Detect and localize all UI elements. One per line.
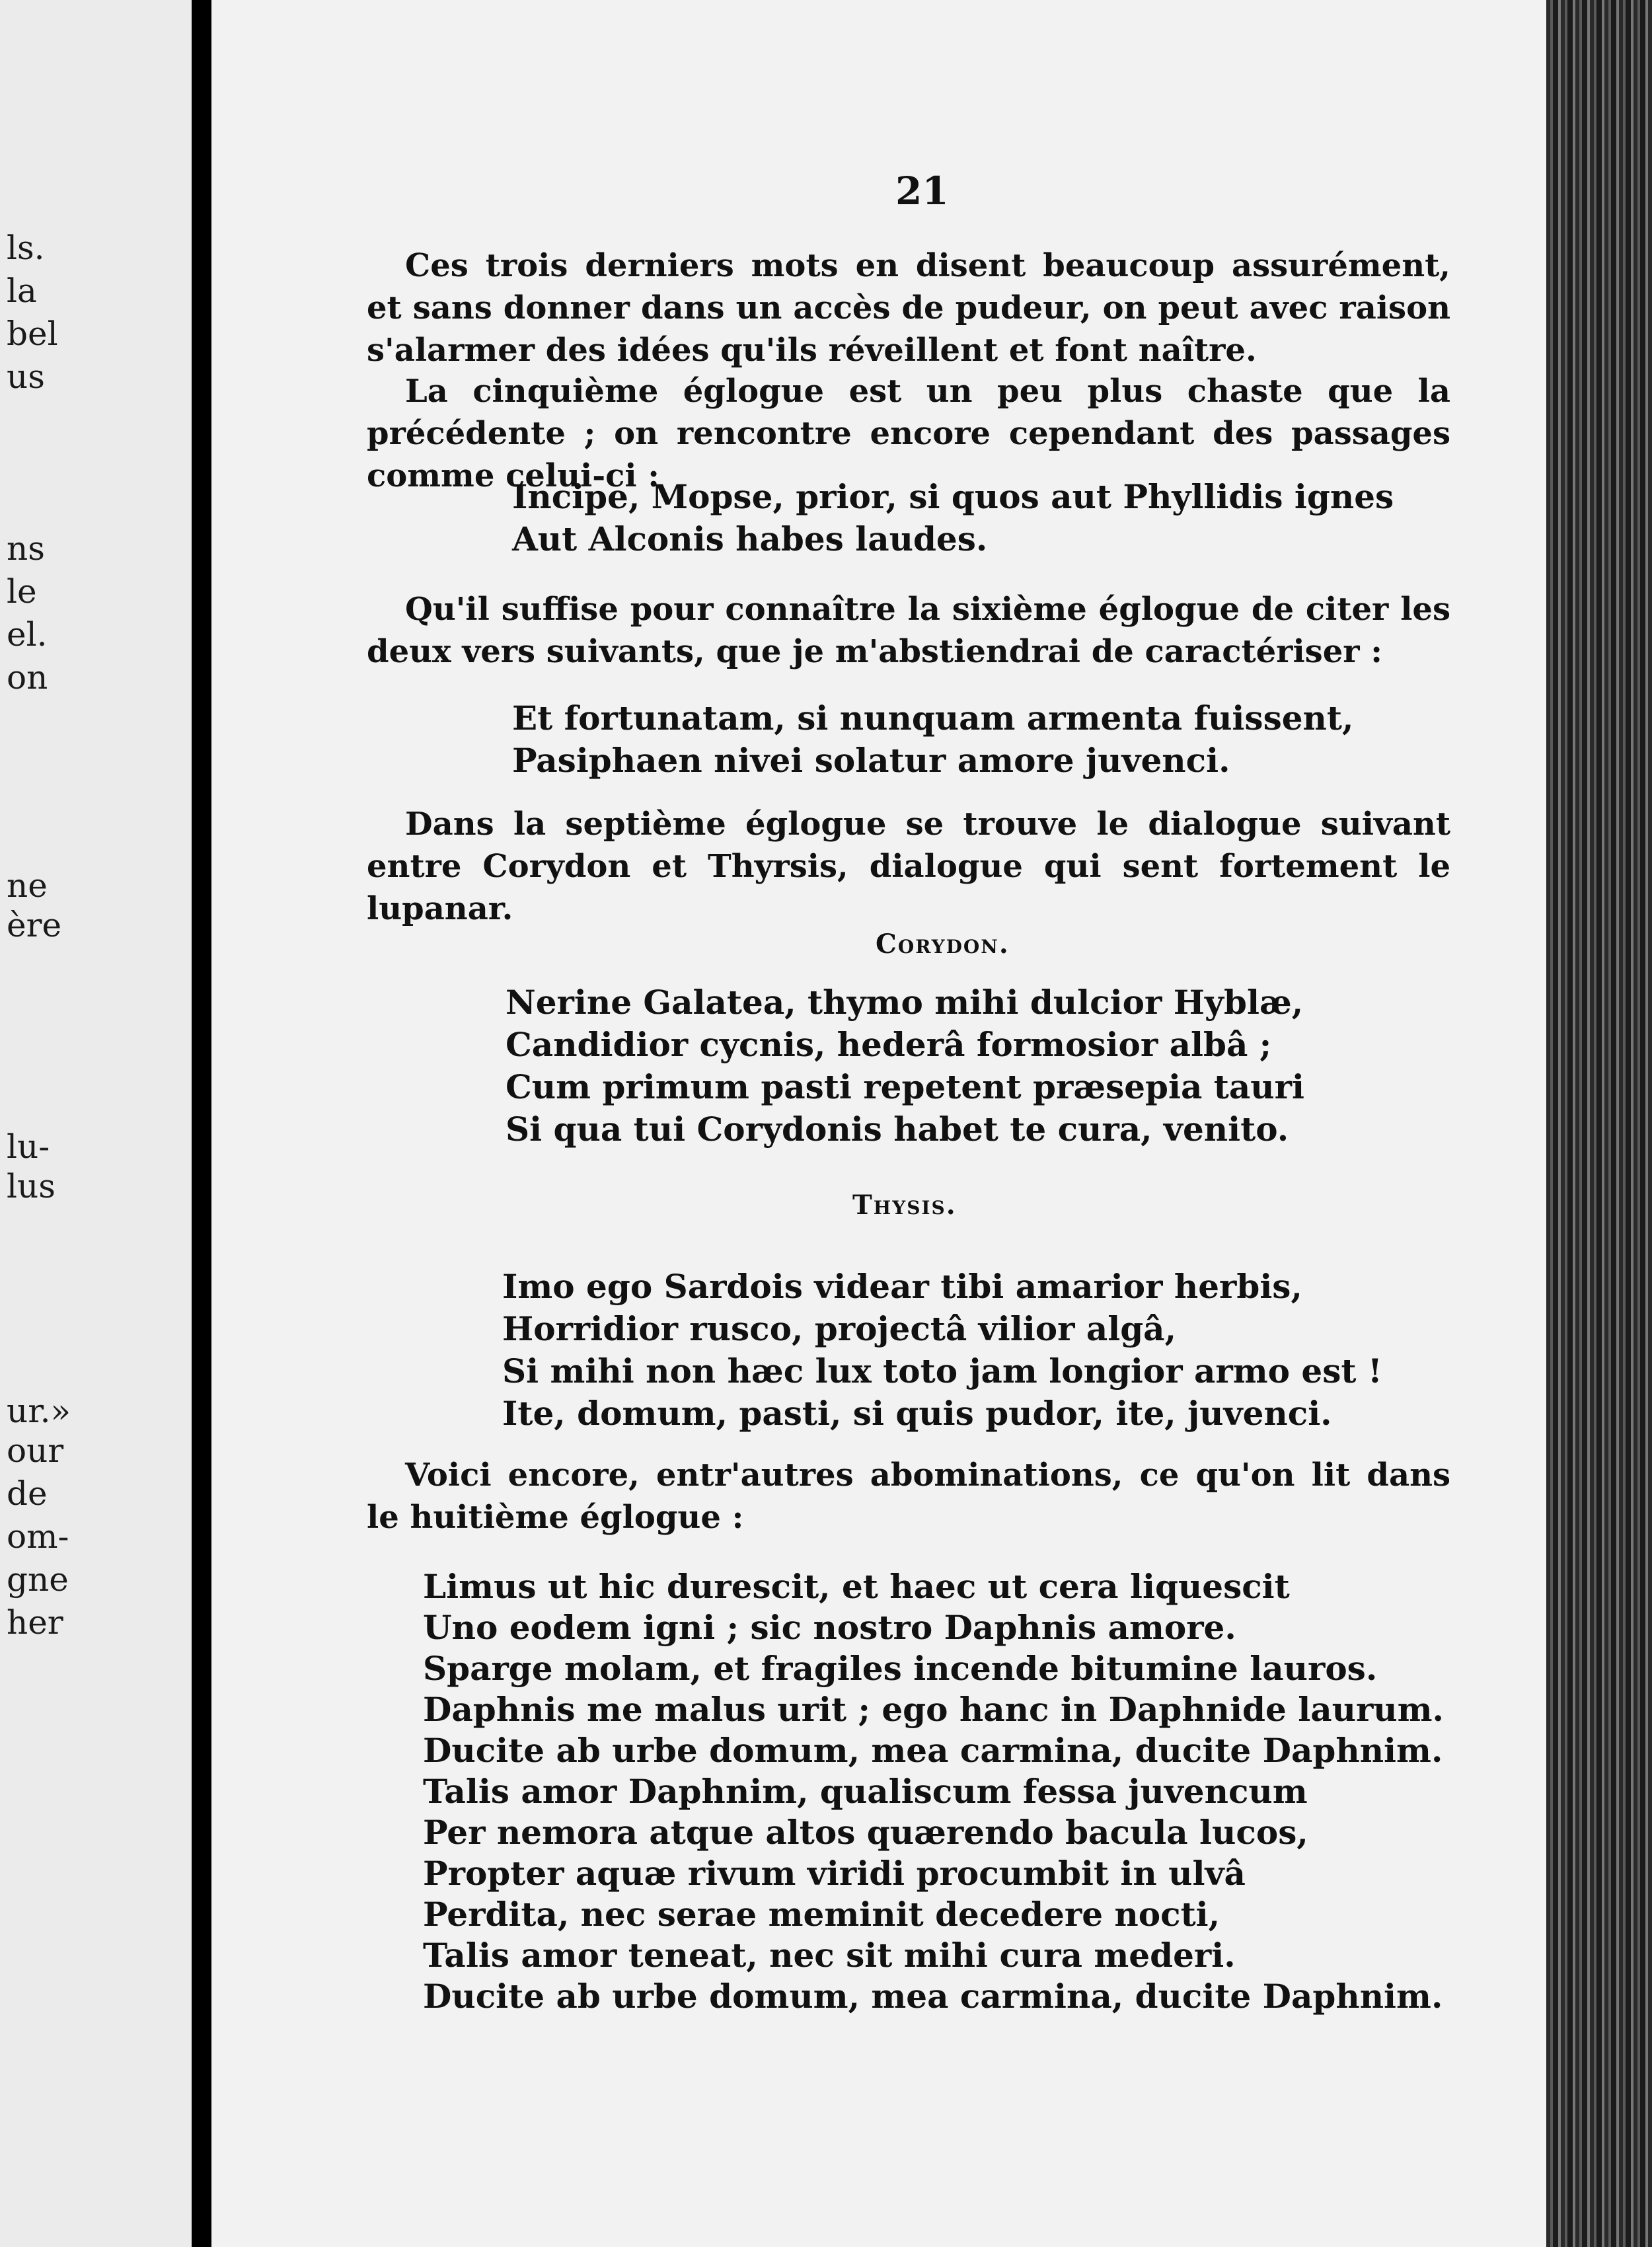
verse-line: Pasiphaen nivei solatur amore juvenci. (512, 741, 1230, 780)
left-page-fragment: ur.» (7, 1392, 71, 1430)
left-page-fragment: ère (7, 906, 62, 944)
verse-line: Sparge molam, et fragiles incende bitumine lauros. (423, 1649, 1378, 1688)
verse-line: Si qua tui Corydonis habet te cura, venito. (506, 1110, 1289, 1149)
verse-line: Nerine Galatea, thymo mihi dulcior Hyblæ, (506, 983, 1304, 1022)
verse-line: Cum primum pasti repetent præsepia tauri (506, 1067, 1304, 1106)
left-page-fragment: our (7, 1431, 64, 1470)
verse-thyrsis (502, 1266, 1382, 1435)
left-page-fragment: le (7, 572, 37, 611)
left-page-fragment: lus (7, 1167, 56, 1205)
verse-line: Et fortunatam, si nunquam armenta fuissent, (512, 699, 1354, 738)
left-page-fragment: her (7, 1603, 63, 1642)
left-page-fragment: om- (7, 1517, 69, 1556)
left-page-margin (0, 0, 192, 2247)
paragraph-2: La cinquième églogue est un peu plus chaste que la précédente ; on rencontre encore cependant des passages comme celui-ci : (367, 373, 1450, 494)
left-page-fragment: on (7, 658, 48, 697)
verse-line: Talis amor teneat, nec sit mihi cura mederi. (423, 1936, 1236, 1975)
verse-line: Uno eodem igni ; sic nostro Daphnis amore. (423, 1608, 1236, 1647)
left-page-fragment: el. (7, 615, 48, 654)
verse-line: Si mihi non hæc lux toto jam longior armo est ! (502, 1352, 1382, 1390)
left-page-fragment: la (7, 272, 37, 310)
left-page-fragment: us (7, 358, 45, 396)
verse-eclogue-5 (512, 476, 1394, 560)
verse-line: Incipe, Mopse, prior, si quos aut Phyllidis ignes (512, 477, 1394, 516)
verse-line: Ducite ab urbe domum, mea carmina, ducite Daphnim. (423, 1731, 1443, 1770)
page-number: 21 (895, 169, 949, 213)
paragraph-3: Qu'il suffise pour connaître la sixième églogue de citer les deux vers suivants, que je m'abstiendrai de caractériser : (367, 591, 1450, 670)
verse-line: Daphnis me malus urit ; ego hanc in Daphnide laurum. (423, 1690, 1444, 1729)
left-page-fragment: ne (7, 866, 48, 905)
verse-line: Aut Alconis habes laudes. (512, 519, 988, 558)
verse-line: Imo ego Sardois videar tibi amarior herbis, (502, 1267, 1302, 1306)
left-page-fragment: lu- (7, 1127, 50, 1166)
verse-line: Talis amor Daphnim, qualiscum fessa juvencum (423, 1772, 1308, 1811)
verse-line: Limus ut hic durescit, et haec ut cera liquescit (423, 1567, 1290, 1606)
book-gutter (192, 0, 211, 2247)
left-page-fragment: de (7, 1474, 48, 1513)
verse-corydon (506, 981, 1304, 1151)
paragraph-1: Ces trois derniers mots en disent beaucoup assurément, et sans donner dans un accès de pudeur, on peut avec raison s'alarmer des idées qu'ils réveillent et font naître. (367, 247, 1450, 369)
verse-line: Ducite ab urbe domum, mea carmina, ducite Daphnim. (423, 1977, 1443, 2016)
page-edges (1546, 0, 1652, 2247)
verse-line: Candidior cycnis, hederâ formosior albâ ; (506, 1025, 1272, 1064)
paragraph-4: Dans la septième églogue se trouve le dialogue suivant entre Corydon et Thyrsis, dialogue qui sent fortement le lupanar. (367, 806, 1450, 927)
left-page-fragment: ls. (7, 229, 45, 267)
verse-line: Horridior rusco, projectâ vilior algâ, (502, 1309, 1176, 1348)
verse-line: Ite, domum, pasti, si quis pudor, ite, juvenci. (502, 1394, 1332, 1433)
verse-line: Per nemora atque altos quærendo bacula lucos, (423, 1813, 1308, 1852)
left-page-fragment: gne (7, 1560, 69, 1599)
left-page-fragment: bel (7, 315, 58, 353)
verse-eclogue-8 (423, 1566, 1444, 2017)
verse-line: Propter aquæ rivum viridi procumbit in ulvâ (423, 1854, 1246, 1893)
left-page-fragment: ns (7, 529, 45, 568)
paragraph-5: Voici encore, entr'autres abominations, ce qu'on lit dans le huitième églogue : (367, 1457, 1450, 1536)
speaker-thyrsis: Thysis. (852, 1190, 957, 1221)
verse-eclogue-6 (512, 697, 1353, 782)
verse-line: Perdita, nec serae meminit decedere nocti, (423, 1895, 1220, 1934)
speaker-corydon: Corydon. (876, 929, 1010, 960)
